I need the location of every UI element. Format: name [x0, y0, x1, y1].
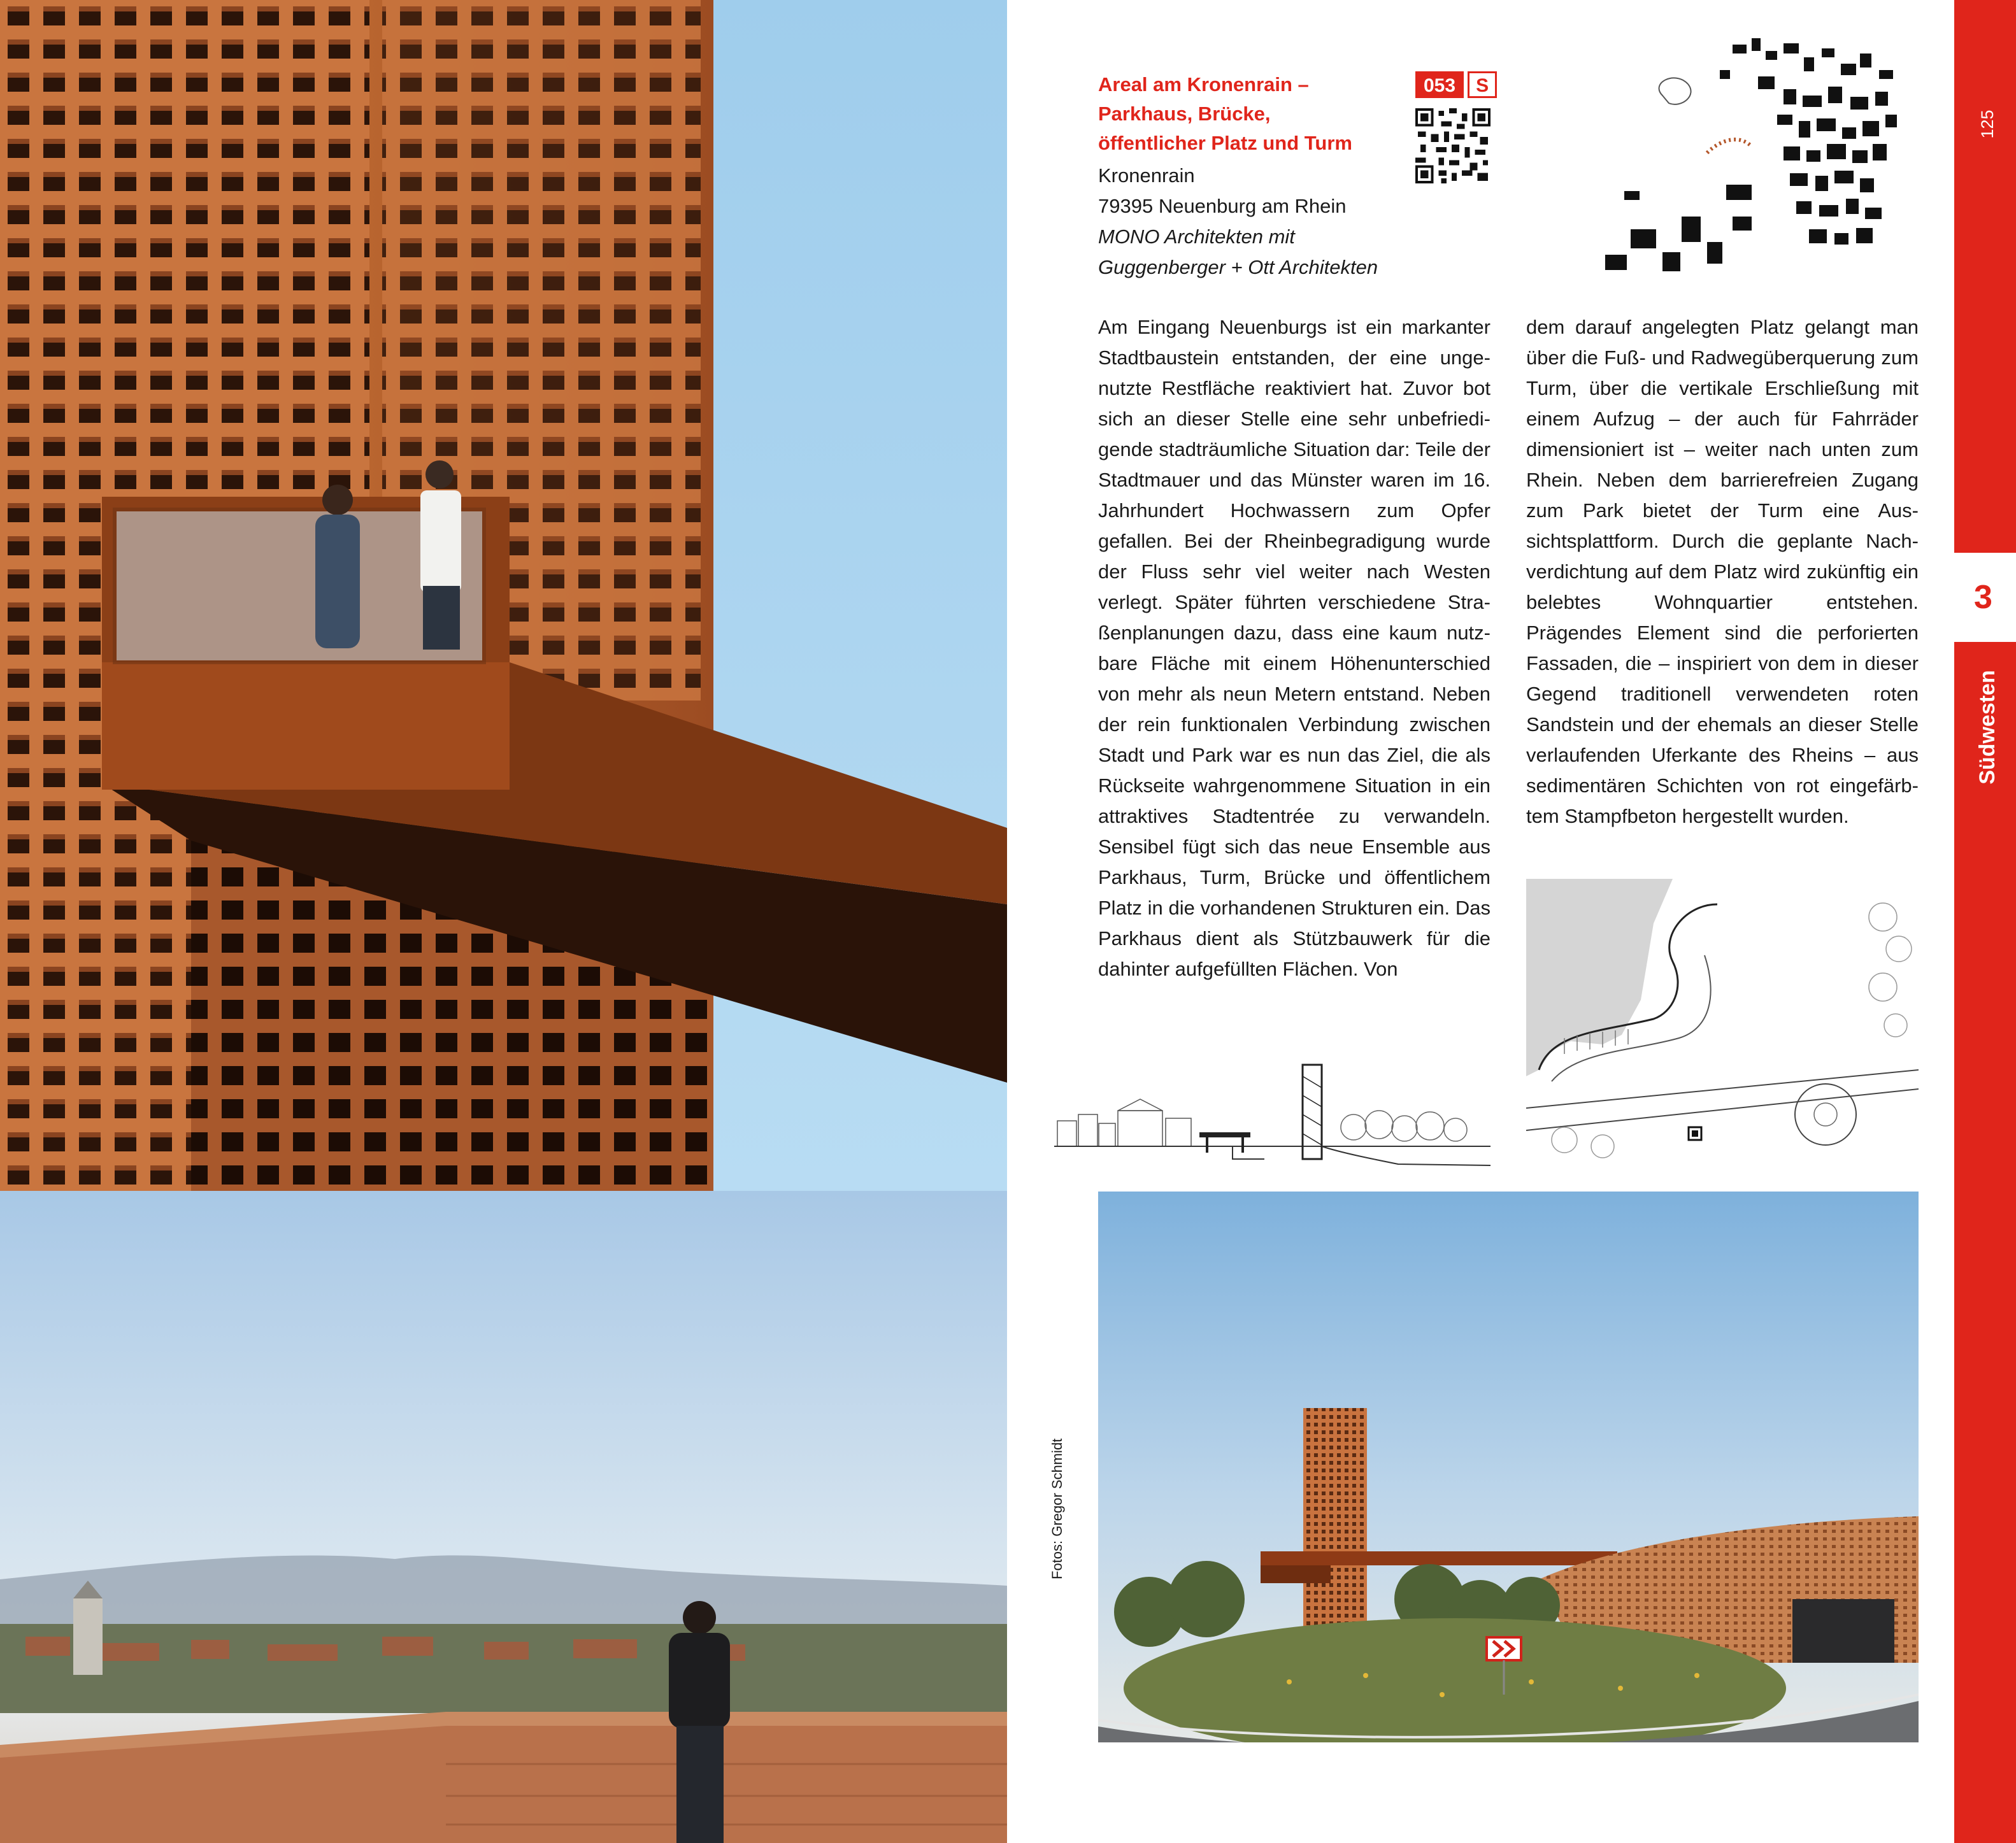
- person-on-platform: [669, 1601, 730, 1843]
- section-elevation-drawing: [1054, 1057, 1491, 1185]
- ground-plan-drawing: [1526, 879, 1919, 1164]
- photo-roundabout-ensemble: [1098, 1192, 1919, 1742]
- photo-tower-balcony: [0, 0, 1007, 1191]
- chapter-side-tab: [1954, 0, 2016, 1843]
- address-city: 79395 Neuenburg am Rhein: [1098, 195, 1347, 217]
- photo-credit: Fotos: Gregor Schmidt: [1049, 1438, 1065, 1579]
- region-label: Südwesten: [1975, 670, 1999, 785]
- qr-code-icon[interactable]: [1415, 108, 1491, 183]
- architects-line-1: MONO Architekten mit: [1098, 225, 1295, 248]
- photo-viewing-platform: [0, 1191, 1007, 1843]
- entry-title: Areal am Kronenrain – Parkhaus, Brücke, öffentlicher Platz und Turm: [1098, 73, 1352, 154]
- address-street: Kronenrain: [1098, 164, 1195, 187]
- entry-code-badge: [1415, 71, 1497, 98]
- page-number: 125: [1978, 110, 1997, 139]
- entry-code-number: 053: [1415, 71, 1464, 98]
- roundabout-ensemble-image: [1098, 1192, 1919, 1742]
- site-plan-figure-ground: [1567, 25, 1924, 280]
- chapter-number: 3: [1974, 579, 1992, 616]
- viewing-platform-image: [0, 1191, 1007, 1843]
- body-text-right-column: dem darauf angelegten Platz gelangt man über die Fuß- und Radwegüberquerung zum Turm, über die vertikale Erschließung mit einem Aufzug – der auch für Fahrräder dimensioniert ist – weiter nach unten zum Rhein. Neben dem barrierefreien Zugang zum Park bietet der Turm eine Aussichtsplattform. Durch die geplante Nachverdichtung auf dem Platz wird zukünftig ein belebtes Wohnquartier entstehen. Prägendes Element sind die perforierten Fassaden, die – inspiriert von dem in dieser Gegend traditionell verwendeten roten Sandstein und der ehemals an dieser Stelle verlaufenden Uferkante des Rheins – aus sedimentären Schichten von rot eingefärbtem Stampfbeton hergestellt wurden.: [1526, 316, 1919, 827]
- body-text-left-column: Am Eingang Neuenburgs ist ein markanter Stadtbaustein entstanden, der eine ungenutzte Restfläche reaktiviert hat. Zuvor bot sich an dieser Stelle eine sehr unbefriedigende stadträumliche Situation dar: Teile der Stadtmauer und das Münster waren im 16. Jahrhundert Hochwassern zum Opfer gefallen. Bei der Rheinbegradigung wurde der Fluss sehr viel weiter nach Westen verlegt. Später führten verschiedene Straßenplanungen dazu, dass eine kaum nutzbare Fläche mit einem Höhenunterschied von mehr als neun Metern entstand. Neben der rein funktionalen Verbindung zwischen Stadt und Park war es nun das Ziel, die als Rückseite wahrgenommene Situation in ein attraktives Stadtentrée zu verwandeln. Sensibel fügt sich das neue Ensemble aus Parkhaus, Turm, Brücke und öffentlichem Platz in die vorhandenen Strukturen ein. Das Parkhaus dient als Stützbauwerk für die dahinter aufgefüllten Flächen. Von: [1098, 316, 1491, 980]
- tower-balcony-image: [0, 0, 1007, 1191]
- chapter-marker[interactable]: [1950, 553, 2016, 642]
- entry-code-letter: S: [1468, 71, 1497, 98]
- architects-line-2: Guggenberger + Ott Architekten: [1098, 256, 1378, 278]
